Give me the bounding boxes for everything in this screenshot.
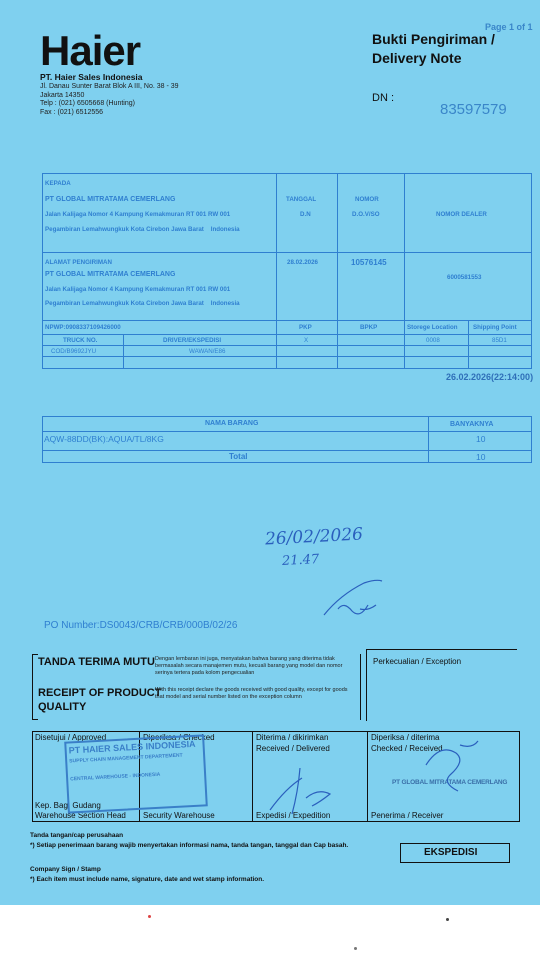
- stamp-haier-line-3: CENTRAL WAREHOUSE - INDONESIA: [70, 771, 161, 783]
- paper-speck: [148, 915, 151, 918]
- nomor-label: NOMOR: [355, 196, 379, 203]
- print-timestamp: 26.02.2026(22:14:00): [446, 372, 534, 382]
- footer-sign-label: Tanda tangan/cap perusahaan: [30, 832, 124, 839]
- storage-location-label: Storege Location: [407, 324, 458, 331]
- receipt-text-en: With this receipt declare the goods received with good quality, except for goods that model and serial number listed on the exception column: [155, 687, 348, 700]
- pkp-value: X: [304, 337, 309, 344]
- po-number: PO Number:DS0043/CRB/CRB/000B/02/26: [44, 620, 238, 631]
- checked-received-label: Checked / Received: [371, 744, 443, 753]
- truck-number: COD/B9692JYU: [51, 348, 97, 355]
- col-item-name: NAMA BARANG: [205, 420, 259, 427]
- company-address: [40, 83, 179, 117]
- stamp-haier-line-1: PT HAIER SALES INDONESIA: [68, 738, 196, 756]
- recipient-address-2: Pegambiran Lemahwungkuk Kota Cirebon Jawa Barat Indonesia: [45, 226, 240, 233]
- shipping-address-2: Pegambiran Lemahwungkuk Kota Cirebon Jawa Barat Indonesia: [45, 300, 240, 307]
- page-number: Page 1 of 1: [485, 22, 533, 32]
- document-title: [372, 30, 495, 68]
- dealer-label: NOMOR DEALER: [436, 211, 487, 218]
- dn-label: DN :: [372, 92, 394, 104]
- shipping-point-label: Shipping Point: [473, 324, 517, 331]
- tanggal-sub: D.N: [300, 211, 311, 218]
- total-qty: 10: [476, 452, 486, 462]
- receiver-label: Penerima / Receiver: [371, 811, 444, 820]
- company-name: PT. Haier Sales Indonesia: [40, 72, 143, 82]
- shipping-name: PT GLOBAL MITRATAMA CEMERLANG: [45, 271, 176, 278]
- receiver-signature: [420, 735, 490, 805]
- title-line-2: Delivery Note: [372, 50, 462, 66]
- footer-stamp-label: Company Sign / Stamp: [30, 866, 101, 873]
- fax: Fax : (021) 6512556: [40, 108, 104, 116]
- shipping-point: 85D1: [492, 337, 507, 344]
- expedition-signature: [262, 758, 342, 818]
- recipient-label: KEPADA: [45, 180, 71, 187]
- npwp: NPWP:0908337109426000: [45, 324, 121, 331]
- title-line-1: Bukti Pengiriman /: [372, 31, 495, 47]
- receipt-title-en-1: RECEIPT OF PRODUCT: [38, 687, 162, 699]
- warehouse-head-label-2: Warehouse Section Head: [35, 811, 126, 820]
- address-line-1: Jl. Danau Sunter Barat Blok A III, No. 38 - 39: [40, 83, 179, 90]
- recipient-name: PT GLOBAL MITRATAMA CEMERLANG: [45, 196, 176, 203]
- security-label: Security Warehouse: [143, 811, 215, 820]
- shipping-date: 28.02.2026: [287, 259, 318, 266]
- shipping-label: ALAMAT PENGIRIMAN: [45, 259, 112, 266]
- dealer-number: 6000581553: [447, 274, 482, 281]
- gmc-stamp: PT GLOBAL MITRATAMA CEMERLANG: [392, 779, 508, 786]
- checked2-label: Diperiksa / diterima: [371, 733, 440, 742]
- driver-label: DRIVER/EKSPEDISI: [163, 337, 222, 344]
- item-name: AQW-88DD(BK):AQUA/TL/8KG: [44, 434, 164, 444]
- receipt-text-id: Dengan lembaran ini juga, menyatakan bahwa barang yang diterima tidak bermasalah secara manajemen mutu, kecuali barang yang model dan nomor serinya tertera pada kolom pengecualian: [155, 656, 343, 676]
- approved-label: Disetujui / Approved: [35, 733, 107, 742]
- checked-label: Diperiksa / Checked: [143, 733, 215, 742]
- stamp-haier-line-2: SUPPLY CHAIN MANAGEMENT DEPARTEMENT: [69, 752, 183, 765]
- warehouse-head-label-1: Kep. Bag. Gudang: [35, 801, 101, 810]
- delivered-label: Received / Delivered: [256, 744, 330, 753]
- phone: Telp : (021) 6505668 (Hunting): [40, 100, 135, 108]
- dn-number: 83597579: [440, 101, 507, 118]
- driver-name: WAWAN/E86: [189, 348, 226, 355]
- recipient-address-1: Jalan Kalijaga Nomor 4 Kampung Kemakmuran RT 001 RW 001: [45, 211, 231, 218]
- handwritten-date: 26/02/2026: [264, 524, 364, 550]
- receipt-title-en: [38, 686, 161, 714]
- nomor-sub: D.O.V/SO: [352, 211, 380, 218]
- bpkp-label: BPKP: [360, 324, 378, 331]
- paper-speck: [446, 918, 449, 921]
- pkp-label: PKP: [299, 324, 312, 331]
- item-qty: 10: [476, 434, 486, 444]
- handwritten-signature: [320, 575, 390, 625]
- exception-label: Perkecualian / Exception: [373, 657, 462, 666]
- receipt-title-id: TANDA TERIMA MUTU: [38, 656, 155, 668]
- address-line-2: Jakarta 14350: [40, 91, 85, 99]
- tanggal-label: TANGGAL: [286, 196, 317, 203]
- handwritten-time: 21.47: [281, 552, 320, 569]
- paper-speck: [354, 947, 357, 950]
- footer-sign-text: *) Setiap penerimaan barang wajib menyertakan informasi nama, tanda tangan, tanggal dan Cap basah.: [30, 842, 349, 849]
- haier-logo: Haier: [40, 27, 141, 74]
- shipping-number: 10576145: [351, 258, 387, 267]
- haier-warehouse-stamp: [64, 734, 208, 813]
- shipping-address-1: Jalan Kalijaga Nomor 4 Kampung Kemakmuran RT 001 RW 001: [45, 286, 231, 293]
- storage-location: 0008: [426, 337, 440, 344]
- col-quantity: BANYAKNYA: [450, 421, 494, 428]
- received-label: Diterima / dikirimkan: [256, 733, 329, 742]
- copy-label: EKSPEDISI: [424, 847, 478, 858]
- expedition-label: Expedisi / Expedition: [256, 811, 331, 820]
- receipt-title-en-2: QUALITY: [38, 701, 87, 713]
- total-label: Total: [229, 452, 248, 461]
- truck-label: TRUCK NO.: [63, 337, 98, 344]
- footer-stamp-text: *) Each item must include name, signature, date and wet stamp information.: [30, 876, 265, 883]
